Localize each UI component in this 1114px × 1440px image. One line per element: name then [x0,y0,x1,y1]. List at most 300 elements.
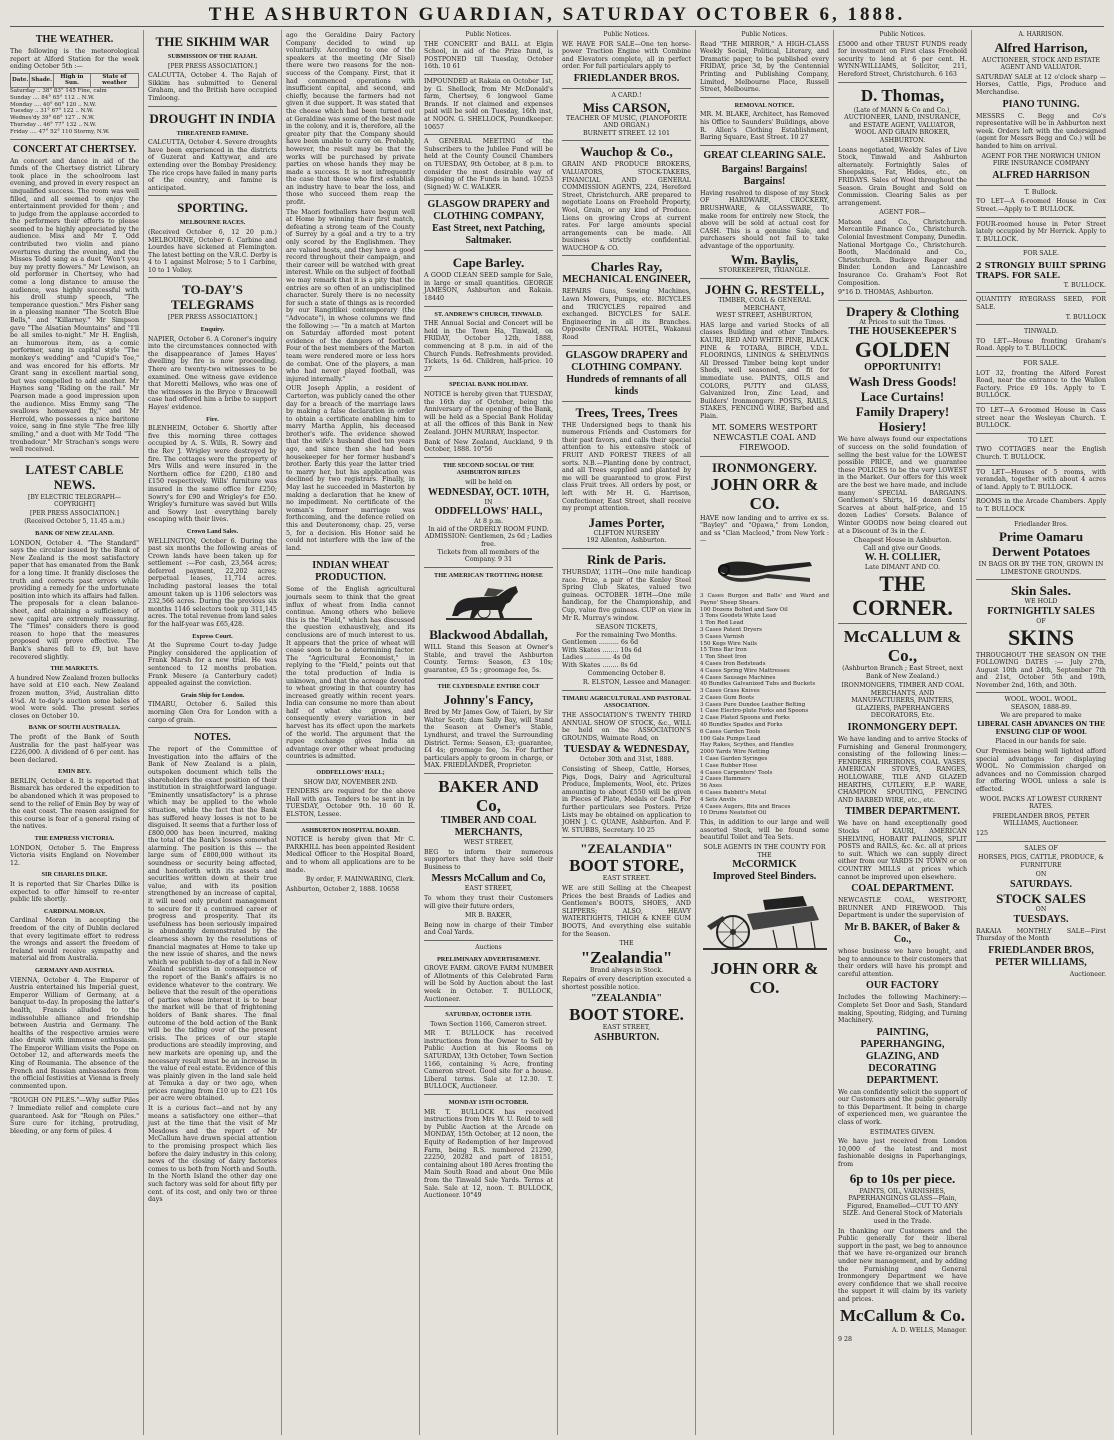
season-label: SEASON, 1888-89. [1010,704,1072,712]
corner-heading: THE CORNER. [852,570,953,620]
mccormick-label: McCORMICK [732,859,797,871]
rakaia-text: RAKAIA MONTHLY SALE—First Thursday of the Month [976,927,1106,943]
paint-list: PAINTS, OIL, VARNISHES, PAPERHANGINGS GLASS—Plain, Figured, Enamelled—CUT TO ANY SIZE. And General Stock of Materials used in the Trade. [842,1187,963,1225]
markets-heading: THE MARKETS. [50,665,99,673]
friedlander-heading: Friedlander Bros. [1014,520,1068,528]
restell-address: WEST STREET, ASHBURTON, [716,312,813,320]
factory-text: Includes the following Machinery:— Complete Set Door and Sash, Standard making, Spouting, Ridging, and Turning Machinery. [838,994,967,1025]
monday-text: MR T. BULLOCK has received instructions from Mrs W. U. Reid to sell by Public Auction at the Arcade on MONDAY, 15th October, at 12 noon, the Equity of Redemption of her Improved Farm, being R.S. numbered 21290, 22250, 20282 and part of 18151, containing about 180 Acres fronting the Main South Road and about One Mile from the Tinwald Sale Yards. Terms at Sale. Sale at 12, noon. T. BULLOCK, Auctioneer. 10°49 [424,1108,553,1200]
orr-text: HAVE now landing and to arrive ex ss. "Bayley" and "Opawa," from London, and ss "Clan Macleod," from New York :— [700,514,829,545]
baker-text2: To whom they trust their Customers will give their future orders, [424,894,553,910]
horse-text: WILL Stand this Season at Owner's Stable, and travel the Ashburton County. Terms: Season, £3 10s; guarantee, £5 5s ; groomage fee, 5s. [424,644,553,675]
weather-row: Saturday .. 38° 83° 145 Fine, calm [10,87,107,94]
column-3 [282,30,420,1435]
friedlander-footer: FRIEDLANDER BROS, [988,944,1094,956]
rink-tickets-sub: For the remaining Two Months. [575,631,678,639]
agents-label: SOLE AGENTS IN THE COUNTY FOR THE [703,844,826,859]
public-notices-heading: Public Notices. [603,31,650,38]
list-item: 56 Axes [700,783,722,790]
list-item: 1 Ton Sheet Iron [700,654,747,661]
boot-store-heading: BOOT STORE, [569,856,684,876]
wauchop-name: Wauchop & Co., [580,144,673,160]
markets-text: A hundred New Zealand frozen bullocks have sold at £10 each. New Zealand frozen mutton, 3¾d, Australian ditto 4¼d. At to-day's auction some bales of wool were sold. The present series closes on October 10. [10,674,139,720]
for-sale-1-sig: T. BULLOCK. [1063,281,1106,289]
agent-text: Matson and Co., Christchurch. Mercantile Finance Co., Christchurch. Colonial Investment Company, Dunedin. National Mortgage Co., Christchurch. Booth, Macdonald and Co., Christchurch. Buckeye Reaper and Binder. London and Lancashire Insurance Co. Graham's Foot Rot Composition. [838,218,967,287]
for-sale-2-text: QUANTITY RYEGRASS SEED, FOR SALE. [976,296,1106,312]
baker-sub: TIMBER AND COAL [440,815,537,826]
skin-text: THROUGHOUT THE SEASON ON THE FOLLOWING DATES :— July 27th, August 10th and 24th, September 7th and 21st, October 5th and 19th, November 2nd, 16th, and 30th. [976,651,1106,689]
call-label: Call and give our Goods. [863,544,942,552]
harrison-footer: ALFRED HARRISON [992,169,1090,181]
boot-store-sub: EAST STREET. [602,875,651,883]
weather-intro: The following is the meteorological report at Alford Station for the week ending October 5th :— [10,48,139,71]
of-label: OF [1036,617,1046,625]
notes-text: The report of the Committee of Investigation into the affairs of the Bank of New Zealand is a plain, outspoken document which tells the shareholders the exact position of their institution in straightforward language. "Eminently unsatisfactory" is a phrase which may be applied to the whole situation, while the fact that the Bank has suffered heavy losses is not to be disguised. It seems that a further loss of £800,000 has been incurred, making the total of the Bank's losses somewhat alarming. The position is this — the large sum of £800,000 without its soundness or security being affected, and henceforth with its assets and securities written down at their true value, and with its position strengthened by an increase of capital, it will need only prudent management to secure for it a continued career of progress and prosperity. That its usefulness has been seriously impaired is abundantly demonstrated by the clearness shown by the resolutions of financial magnates at Home to take up the new issue of shares, and the news which we publish to-day of a fall in New Zealand securities in consequence of the report of the Bank's affairs is no evidence whatever to the contrary. We believe that the result of the operations of parties whose interest it is to bear the market will be that of frightening holders of Bank shares. The final outcome of the bold action of the Bank will be the tiding over of the present crisis. The prices of our staple productions are steadily improving, and new markets are opening up, and the necessary result must be an increase in the value of real estate. Evidence of this was plainly given in the land sale held at Temuka a day or two ago, when prices ranging from £10 up to £21 10s per acre were obtained. [148,746,278,1103]
weather-row: Wednes'dy 39° 68° 127 .. N.W. [10,115,95,122]
restell-name: JOHN G. RESTELL, [704,282,825,298]
grain-heading: Grain Ship for London. [180,691,245,699]
weather-heading: THE WEATHER. [35,34,114,45]
list-item: 40 Bundles Galvanized Tubs and Buckets [700,681,816,688]
family-heading: Family Drapery! [855,404,950,420]
church-heading: ST. ANDREW'S CHURCH, TINWALD. [434,310,543,318]
col8-number: 125 [976,829,989,837]
column-7 [834,30,972,1435]
hospital-heading: ASHBURTON HOSPITAL BOARD. [301,826,400,834]
porter-sub: CLIFTON NURSERY [593,529,660,537]
trotting-horse-illustration [444,582,534,624]
wool-heading: WOOL. WOOL. WOOL. [1004,696,1078,704]
harrison-top: A. HARRISON. [1018,31,1064,38]
sporting-sub: MELBOURNE RACES. [179,219,246,227]
germany-heading: GERMANY AND AUSTRIA. [34,966,114,974]
orr-name: JOHN ORR & CO. [710,474,819,513]
list-item: 4 Sets Anvils [700,796,737,803]
concert-heading: CONCERT AT CHERTSEY. [12,143,137,155]
rink-price: With Skates ........ 8s 6d [562,662,638,670]
friedlander-sig: FRIEDLANDER BROS, PETER WILLIAMS, Auctioneer. [992,812,1090,828]
bsa-text: The profit of the Bank of South Australia for the past half-year was £226,000. A dividend of 6 per cent. has been declared. [10,733,139,764]
hospital-date: Ashburton, October 2, 1888. 10658 [286,885,400,893]
cheapest-label: Cheapest House in Ashburton. [853,537,952,545]
wool-packs: WOOL PACKS AT LOWEST CURRENT RATES. [979,795,1103,811]
list-item: 10 Drums Neatsfoot Oil [700,810,767,817]
sales-of-label: SALES OF [1024,844,1058,852]
zealandia-heading: "ZEALANDIA" [580,841,673,857]
wauchop-text: GRAIN AND PRODUCE BROKERS, VALUATORS, STOCK-TAKERS, FINANCIAL AND GENERAL COMMISSION AGENTS, 224, Hereford Street, Christchurch. ARE prepared to negotiate Loans on Freehold Property, Wool, Grain, or any kind of Produce. Liens on growing Crops at current rates. For large amounts special arrangements can be made. All business strictly confidential. WAUCHOP & CO. [562,161,691,252]
list-item: 40 Bundles Spades and Forks [700,722,783,729]
orr-list [700,593,829,817]
wool-text: Our Premises being well lighted afford special advantages for displaying WOOL. No Commission charged on advances and no Commission charged for offering WOOL unless a sale is effected. [976,748,1106,793]
timaru-date2: October 30th and 31st, 1888. [579,756,674,764]
somers-coal-text: MT. SOMERS WESTPORT NEWCASTLE COAL AND FIREWOOD. [711,422,818,452]
weather-row: Thursday .. 46° 77° 132 .. N.W. [10,121,97,128]
harrison-name: Alfred Harrison, [994,39,1088,55]
bank-holiday-heading: SPECIAL BANK HOLIDAY. [449,381,528,389]
porter-address: 192 Allenton, Ashburton. [586,537,667,545]
mirror-text: Read "THE MIRROR," A HIGH-CLASS Weekly Social, Political, Literary, and Dramatic paper, to be published every FRIDAY, price 3d, by the Centennial Printing and Publishing Company, Limited, Melbourne Place, Russell Street, Melbourne. [700,40,829,94]
ironmongery-dept-text: We have landing and to arrive Stocks of Furnishing and General Ironmongery, consisting of the following lines:— FENDERS, FIREIRONS, COAL VASES, AMERICAN STOVES, RANGES, HOLLOWARE, TILE AND GLAZED HEARTHS, CUTLERY, E.P. WARE, CHAMPION SPOUTING, FENCING AND BARBED WIRE, etc., etc. [838,736,967,804]
saturday-heading: SATURDAY, OCTOBER 13TH. [445,1011,532,1019]
lace-heading: Lace Curtains! [860,389,945,405]
painting-heading: PAINTING, PAPERHANGING, GLAZING, AND DECORATING DEPARTMENT. [860,1026,945,1086]
emin-text: BERLIN, October 4. It is reported that Bismarck has ordered the expedition to be abandoned which it was proposed to send to the relief of Emin Bey by way of the east coast. The reason assigned for this course is fear of a general rising of the natives. [10,777,139,831]
column-6 [696,30,834,1435]
rough-on-piles-ad: "ROUGH ON PILES."—Why suffer Piles ? Immediate relief and complete cure guaranteed. Ask for "Rough on Piles." Sure cure for itching, protruding, bleeding, or any form of piles. 4 [10,1097,139,1135]
list-item: 2 Case Plated Spoons and Forks [700,715,790,722]
orr-footer: JOHN ORR & CO. [710,959,819,998]
hosiery-heading: Hosiery! [878,419,927,435]
list-item: 3 Tons Goodsts White Lead [700,613,776,620]
list-item: 4 Cases Iron Bedsteads [700,660,766,667]
list-item: 2000 Yards Wire Netting [700,749,770,756]
let-1: TO LET—A 6-roomed House in Cox Street.—Apply to T. BULLOCK. [976,198,1106,213]
enquiry-heading: Enquiry. [200,326,225,334]
baker-sub2: MERCHANTS, [454,827,523,838]
zealandia-brand: "Zealandia" [580,947,673,967]
trees-text: THE Undersigned begs to thank his numerous Friends and Customers for their past favors, and calls their special attention to his extensive stock of FRUIT AND FOREST TREES of all sorts. N.B.—Planting done by contract, and all Trees supplied and planted by me will be guaranteed to grow. First class Fruit trees. All orders by post, or left with Mr H. G. Harrison, Confectioner, East Street, shall receive my prompt attention. [562,421,691,513]
notes-tail: It is a curious fact—and not by any means a satisfactory one either—that just at the time that the visit of Mr Mesdows and the report of Mr McCallum have drawn special attention to the promising prospect which lies before the dairy industry in this colony, news of the closing of dairy factories comes to us both from North and South. In the North Island the other day one such factory was sold for about fifty per cent. of its cost, and only two or three days [148,1105,277,1204]
let-4: TWO COTTAGES near the English Church. T. BULLOCK. [976,446,1106,461]
sporting-heading: SPORTING. [177,200,248,216]
crown-heading: Crown Land Sales. [186,527,239,535]
rink-price: Ladies ............. 4s 0d [562,654,631,662]
baker-name: Mr B. BAKER, of Baker & Co., [844,921,961,945]
sikhim-heading: THE SIKHIM WAR [155,34,270,49]
for-sale-3-text: LOT 32, fronting the Alford Forest Road, near the entrance to the Wallon Factory. Price £9 10s. Apply to T. BULLOCK. [976,369,1106,400]
list-item: 6 Cases Garden Tools [700,728,761,735]
sheep-shears-illustration [710,548,820,590]
list-item: 6 Cases Babbitt's Metal [700,790,767,797]
johnny-name: Johnny's Fancy, [443,692,534,708]
tinwald-heading: TINWALD. [1024,328,1058,336]
mccallum-footer: McCallum & Co. [839,1305,966,1325]
saturday-text: MR T. BULLOCK has received instructions from the Owner to Sell by Public Auction at his Rooms on SATURDAY, 13th October, Town Section 1166, containing ¼ Acre, fronting Cameron street. Good site for a house. Liberal terms. Sale at 12.30. T. BULLOCK, Auctioneer. [424,1030,553,1091]
cable-heading: LATEST CABLE NEWS. [25,461,124,492]
oddfellows-heading: ODDFELLOWS' HALL; [316,769,385,777]
golden-heading: GOLDEN [854,337,951,363]
carson-text: TEACHER OF MUSIC, (PIANOFORTE AND ORGAN.) [565,114,688,130]
fire-heading: Fire. [206,415,219,423]
dilke-text: It is reported that Sir Charles Dilke is expected to offer himself to re-enter public life shortly. [10,881,139,904]
list-item: 1 Case Garden Syringes [700,756,768,763]
baker-buyer: Messrs McCallum and Co, [431,873,546,885]
lend-text: £5000 and other TRUST FUNDS ready for investment on First class Freehold security to lend at 6 per cent. H. WYNN-WILLIAMS, Solicitor, 211, Hereford Street, Christchurch. 6 163 [838,40,967,78]
baker-text3: Being now in charge of their Timber and Coal Yards. [424,921,553,937]
thanks-text: In thanking our Customers and the Public generally for their liberal support in the past, we beg to announce that we have re-organized our branch under new management, and by adding the Furnishing and General Ironmongery Department we have every confidence that we shall receive the support it will claim by its variety and prices. [838,1227,967,1303]
binder-machine-illustration [703,886,827,956]
rifles-heading: THE SECOND SOCIAL OF THE ASHBURTON RIFLES [442,461,535,477]
let-6: ROOMS in the Arcade Chambers. Apply to T. BULLOCK [976,498,1106,513]
thomas-text: Loans negotiated, Weekly Sales of Live Stock, Tinwald and Ashburton alternately. Fortnightly Sales of Sheepskins, Fat, Hides, etc., on FRIDAYS. Sales of Wool throughout the Season. Grain Bought and Sold on Commission. Clearing Sales as per arrangement. [838,146,967,207]
the-label: THE [619,940,634,948]
let-2: FOUR-roomed house in Peter Street lately occupied by Mr Herrick. Apply to T. BULLOCK. [976,220,1106,243]
drapery-heading: Drapery & Clothing [846,303,959,319]
drought-text: CALCUTTA, October 4. Severe droughts have been experienced in the districts of Guzerat and Kattywar, and are extending over the Bombay Presidency. The rice crops have failed in many parts of the country, and famine is anticipated. [148,139,277,192]
ray-name: Charles Ray, [590,259,663,275]
saturdays-heading: SATURDAYS. [1010,878,1072,890]
cable-sub: [BY ELECTRIC TELEGRAPH—COPYRIGHT] [28,493,121,509]
wells-signature: A. D. WELLS, Manager. [892,1326,967,1334]
johnny-heading: THE CLYDESDALE ENTIRE COLT [437,682,540,690]
for-sale-3-heading: FOR SALE. [1023,360,1059,368]
estimates-label: ESTIMATES GIVEN. [869,1128,936,1136]
list-item: 1 Ton Red Lead [700,620,744,627]
emin-heading: EMIN BEY. [58,768,91,776]
rifles-text: will be held on [465,478,512,486]
cable-sub2: [PER PRESS ASSOCIATION.] [30,509,119,517]
derwent-sub: IN BAGS OR BY THE TON, GROWN IN LIMESTONE GROUNDS. [978,561,1104,576]
bargains-banner: Bargains! Bargains! Bargains! [721,163,808,187]
rifles-tickets: Tickets from all members of the Company. 9 31 [437,548,540,564]
grove-farm-text: GROVE FARM. GROVE FARM NUMBER of Allotments of this Celebrated Farm will be Sold by Auction about the last week in October. T. BULLOCK, Auctioneer. [424,965,553,1003]
wx-col-shade: Shade. [30,73,54,87]
rifles-aid: In aid of the ORDERLY ROOM FUND. [428,525,549,533]
boot-store-text: WE are still Selling at the Cheapest Prices the best Brands of Ladies and Gentlemen's BOOTS, SHOES, AND SLIPPERS; ALSO, HEAVY WATERTIGHTS, THIGH & KNEE GUM BOOTS, And everything else suitable for the Season. [562,884,691,938]
concert-notice: THE CONCERT and BALL at Elgin School, in aid of the Prize fund, is POSTPONED till Tuesday, October 16th. 10 61 [424,40,553,71]
bsa-heading: BANK OF SOUTH AUSTRALIA. [28,724,121,732]
mccallum-sub: IRONMONGERS, TIMBER AND COAL MERCHANTS, AND MANUFACTURERS, PAINTERS, GLAZIERS, PAPERHANGERS DECORATORS, Etc. [841,682,964,720]
wx-col-state: State of weather [90,73,138,87]
zealandia-heading-2: "ZEALANDIA" [590,993,663,1005]
factory-heading: OUR FACTORY [866,980,939,992]
wheat-text: Some of the English agricultural journals seem to think that the great influx of wheat from India cannot continue. Among others who believe this is the "Field," which has discussed the question exhaustively, and its conclusions are of much interest to us. It appears that the price of wheat will cease soon to be a determining factor. The "Agricultural Economist," in replying to the "Field," points out that the total production of India is unknown, and that the acreage devoted to wheat growing in that country has increased greatly within recent years. India can consume no more than about half of what she grows, and consequently every variation in her harvest has its effect upon the markets of the world. The argument that the rupee exchange gives India an advantage over other wheat producing countries is admitted. [286,586,415,761]
column-8 [972,30,1110,1435]
housekeeper-heading: THE HOUSEKEEPER'S [848,326,957,338]
glasgow2-heading: GLASGOW DRAPERY and CLOTHING COMPANY. Hundreds of remnants of all kinds [565,349,688,397]
let-5: TO LET—Houses of 5 rooms, with verandah, together with about 4 acres of land. Apply to T. BULLOCK. [976,468,1106,491]
auctions-heading: Auctions [475,943,502,951]
baker-text: BEG to inform their numerous supporters that they have sold their Business to [424,848,553,871]
rink-price: With Skates ........ 10s 6d [562,646,642,654]
placed-label: Placed in our hands for sale. [995,738,1087,746]
norwich-agent: AGENT FOR THE NORWICH UNION FIRE INSURANCE COMPANY [981,152,1101,168]
list-item: 100 Gals Pumps Lead [700,735,761,742]
express-text: At the Supreme Court to-day Judge Pingley considered the application of Frank Marsh for a new trial. He was sentenced to 12 months probation. Frank Mesere (a Canterbury cadet) appealed against the conviction. [148,642,277,688]
bank-text: LONDON, October 4. "The Standard" says the circular issued by the Bank of New Zealand is the most satisfactory paper that has emanated from the Bank for a long time. It frankly discloses the truth and corrects past errors while providing a remedy for the unfortunate position into which its affairs had fallen. The proposals for a clean balance-sheet, and obtaining a sufficiency of new capital are extremely reassuring. The "Times" considers there is good reason to hope that the measures proposed will prove effective. The Bank's shares fell to £9, but have recovered slightly. [10,539,139,661]
timber-dept-text: We have on hand exceptionally good Stocks of KAURI, AMERICAN SHELVING, HOBART PALINGS, SPLIT POSTS and RAILS, &c. &c. all at prices to suit. Which we can supply direct either from our YARDS IN TOWN or on COUNTRY MILLS at prices which cannot be improved upon elsewhere. [838,820,967,881]
monday-heading: MONDAY 15TH OCTOBER. [448,1099,529,1107]
fire-text: BLENHEIM, October 6. Shortly after five this morning three cottages occupied by A. S. Wills, R. Sowry and the Rev J. Wrigley were destroyed by fire. The cottages were the property of Mrs Wills and were insured in the Northern office for £200, £180 and £150 respectively. Wills' furniture was insured in the same office for £250; Sowry's for £90 and Wrigley's for £50. Wrigley's furniture was saved but Wills and Sowry lost everything barely escaping with their lives. [148,425,277,524]
tuesdays-heading: TUESDAYS. [1013,913,1069,925]
weather-row: Friday .... 47° 52° 110 Stormy, N.W. [10,128,110,135]
prime-heading: Prime Oamaru [998,529,1084,545]
list-item: 3 Cases Patent Dryers [700,626,762,633]
grain-text: TIMARU, October 6. Sailed this morning Glen Ora for London with a cargo of grain. [148,701,277,724]
piano-heading: PIANO TUNING. [1002,98,1080,110]
restell-sub: TIMBER, COAL & GENERAL MERCHANT, [718,297,811,312]
list-item: 2 Cases Gum Boots [700,694,754,701]
public-notices-heading: Public Notices. [741,31,788,38]
rink-signature: R. ELSTON, Lessee and Manager. [582,679,691,687]
skin-sales-heading: Skin Sales. [1011,583,1071,599]
rifles-admission: ADMISSION: Gentlemen, 2s 6d ; Ladies free. [424,533,553,548]
general-meeting-notice: A GENERAL MEETING of the Subscribers to the Jubilee Fund will be held at the County Council Chambers on TUESDAY, 9th October, at 8 p.m. to consider the most desirable way of disposing of the Funds in hand. 10253 (Signed) W. C. WALKER. [424,138,553,191]
on-label-2: ON [1035,905,1047,913]
drought-sub: THREATENED FAMINE. [176,129,249,137]
sporting-text: (Received October 6, 12 20 p.m.) MELBOURNE, October 6. Carbine and Lourdes have sickened at Flemington. The latest betting on the V.R.C. Derby is 4 to 1 against Melrose; 5 to 1 Carbine, 10 to 1 Volley. [148,228,277,274]
rink-commencing: Commencing October 8. [587,669,666,677]
list-item: Hay Rakes, Scythes, and Handles [700,742,794,749]
for-sale-1-text: 2 STRONGLY BUILT SPRING TRAPS. FOR SALE. [976,259,1106,280]
clearing-text: Having resolved to dispose of my Stock OF HARDWARE, CROCKERY, BRUSHWARE, & GLASSWARE, To make room for entirely new Stock, the above will be sold at actual cost for CASH. This is a genuine Sale, and purchasers should not fail to take advantage of the opportunity. [700,189,829,250]
empress-text: LONDON, October 5. The Empress Victoria visits England on November 12. [10,844,139,867]
wash-heading: Wash Dress Goods! [848,374,957,390]
ray-text: REPAIRS Guns, Sewing Machines, Lawn Mowers, Pumps, etc. BICYCLES and TRICYCLES repaired and exchanged. BICYCLES for SALE. Engineering in all its Branches. Opposite CENTRAL HOTEL, Wakanui Road [562,288,691,342]
dairy-text: ago the Geraldine Dairy Factory Company decided to wind up voluntarily. According to one of the speakers at the meeting (Mr Sisel) there were two reasons for the non-success of the Company. First, that it had commenced operations with insufficient capital, and second, and chiefly, because the farmers had not given it due support. It was stated that the cheese which had been turned out at Geraldine was some of the best made in the colony, and it is, therefore, all the greater pity that the Company should have been unable to carry on. Probably, however, the result may be that the works will be purchased by private parties on whose hands they may be made a success. It is not infrequently the case that those who first establish an industry have to bear the loss, and those who succeed them reap the profit. [286,32,415,207]
list-item: 4 Cases Sausage Machines [700,674,776,681]
restell-text: HAS large and varied Stocks of all classes Building and other Timbers. KAURI, RED AND WHITE PINE, BLACK PINE & TOTARA, BIRCH, V.D.L. FLOORINGS, LININGS & SHELVINGS All Dressed Timber being kept under Sheds, well seasoned, and fit for immediate use. PAINTS, OILS and COLORS, PUTTY and GLASS, Galvanized Iron, Zinc Lead, and Builders' Ironmongery. POSTS, RAILS, STAKES, FENCING WIRE, Barbed and Plain. [700,321,829,420]
bank-holiday-sig: Bank of New Zealand, Auckland, 9 th October, 1888. 10°56 [424,438,553,454]
list-item: 150 Kegs Wire Nails [700,640,757,647]
friedlander-name: FRIEDLANDER BROS. [573,72,680,84]
timaru-heading: TIMARU AGRICULTURAL AND PASTORAL ASSOCIATION. [562,694,691,710]
rink-price: Gentlemen .......... 6s 6d [562,639,639,647]
rifles-in: IN [484,498,493,506]
collier-name: W. H. COLLIER, [864,552,941,564]
list-item: 1 Case Rubber Hose [700,762,758,769]
zealandia-repairs: Repairs of every description executed a shortest possible notice. [562,976,691,991]
ironmongery-heading: IRONMONGERY. [712,459,817,475]
weather-row: Monday .... 40° 60° 120 .. N.W. [10,101,97,108]
football-text: The Maori footballers have begun well at Home by winning their first match, defeating a strong team of the County of Surrey by a goal and a try to a try only scored by the Englishmen. They are valued hosts, and they have a good record throughout their campaign, and their career will be watched with great interest. While on the subject of football we may remark that it is a pity that the entries are so often of an undisciplined character. Surely there is no necessity for such a state of things as is recorded by our Rangitikei contemporary (the "Advocate"), in whose columns we find the following :— "In a match at Marton on Saturday afforded most potent evidence of the dangers of football. Four of the best members of the Marton team were rendered more or less hors de combat. One of the players, a man who had never played football, was injured internally." [286,208,415,383]
thomas-name: D. Thomas, [860,85,945,105]
baylis-name: Wm. Baylis, [730,252,799,268]
on-label: ON [1035,871,1047,879]
boot-store-address: EAST STREET, [602,1024,651,1032]
timaru-text2: Consisting of Sheep, Cattle, Horses, Pigs, Dogs, Dairy and Agricultural Produce, Implements, Wool, etc. Prizes amounting to about £550 will be given in Pieces of Plate, Medals or Cash. For further particulars see Posters. Prize Lists may be obtained on application to JOHN J. C. QUANE, Ashburton. And F. W. STUBBS, Secretary. 10 25 [562,766,691,834]
wx-col-date: Date. [11,73,30,87]
wx-col-sun: High in Sun. [54,73,91,87]
for-sale-2-sig: T. BULLOCK [1065,313,1106,321]
to-let-heading: TO LET. [1028,436,1054,444]
bank-holiday-text: NOTICE is hereby given that TUESDAY, the 16th day of October, being the Anniversary of the opening of the Bank, will be held as a Special Bank Holiday at all the offices of this Bank in New Zealand. JOHN MURRAY, Inspector. [424,391,553,436]
clearing-heading: GREAT CLEARING SALE. [703,149,826,161]
wheat-heading: INDIAN WHEAT PRODUCTION. [312,560,389,584]
column-1 [6,30,144,1435]
harrison-sub: AUCTIONEER, STOCK AND ESTATE AGENT AND VALUATOR. [981,56,1101,72]
rink-heading: Rink de Paris. [586,551,667,567]
glasgow-heading: GLASGOW DRAPERY and CLOTHING COMPANY, East Street, next Patching, Saltmaker. [427,199,550,247]
removal-heading: REMOVAL NOTICE. [734,101,795,109]
thomas-sub: (Late of MANN & Co and Co.), AUCTIONEER, LAND, INSURANCE, and ESTATE AGENT, VALUATOR, WOOL AND GRAIN BROKER, ASHBURTON. [844,106,961,144]
masthead: THE ASHBURTON GUARDIAN, SATURDAY OCTOBER 6, 1888. [10,4,1104,27]
rifles-time: At 8 p.m. [474,518,503,526]
agent-heading: AGENT FOR— [879,209,926,217]
list-item: 4 Cases Carpenters' Tools [700,769,773,776]
barley-heading: Cape Barley. [452,255,525,271]
baylis-address: STOREKEEPER, TRIANGLE. [718,267,811,275]
moran-text: Cardinal Moran in accepting the freedom of the city of Dublin declared that every legitimate effort to redress the wrongs and assert the freedom of Ireland would receive sympathy and material aid from Australia. [10,917,139,963]
list-item: 100 Dozens Bolted and Saw Oil [700,606,788,613]
weather-rows [10,88,139,136]
mccallum-heading: McCALLUM & Co., [843,626,962,665]
list-item: 3 Cases Grass Knives [700,688,760,695]
timber-dept-heading: TIMBER DEPARTMENT. [845,806,960,818]
baker-sig: MR B. BAKER, [464,912,513,920]
weather-row: Tuesday .. 31° 67° 122 .. N.W. [10,108,94,115]
crown-text: WELLINGTON, October 6. During the past six months the following areas of Crown lands have been taken up for settlement :—For cash, 23,564 acres; deferred payment, 22,202 acres; perpetual leases, 11,714 acres. Including pastoral leases the total amount taken up is 1106 selectors was 232,566 acres. During the previous six months 1146 selectors took up 311,145 acres. The total revenue from land sales for the half-year was £65,428. [148,537,277,629]
dilke-heading: SIR CHARLES DILKE. [41,871,108,879]
friedlander-text: WE HAVE FOR SALE—One ten horse-power Traction Engine with Combine and Elevators complete, all in perfect order. For full particulars apply to [562,40,691,71]
fortnightly-label: FORTNIGHTLY SALES [987,605,1095,617]
sikhim-sub: SUBMISSION OF THE RAJAH. [167,53,258,60]
bullock-heading: T. Bullock. [1024,188,1058,196]
rifles-hall: ODDFELLOWS' HALL, [434,506,543,518]
oddfellows-sub: SHOW DAY, NOVEMBER 2ND. [303,778,398,786]
zealandia-brand-stock: Brand always in Stock. [589,966,664,974]
sikhim-text: CALCUTTA, October 4. The Rajah of Sikkim has submitted to General Graham, and the British have occupied Timloong. [148,72,277,102]
rink-text: THURSDAY, 11TH—One mile handicap race. Prize, a pair of the Kenley Steel Spring Club Skates, valued two guineas. OCTOBER 18TH—One mile handicap, for the Championship, and Cup, value five guineas. CUP on view in Mr R. Murray's window. [562,568,691,622]
oddfellows-text: TENDERS are required for the above Hall with gas. Tenders to be sent in by TUESDAY, October 9th. 10 60 R. ELSTON, Lessee. [286,788,415,818]
applin-text: OUR Joseph Applin, a resident of Carterton, was publicly caned the other day for a breach of the marriage laws by making a false declaration in order to obtain a certificate enabling him to marry Martha Applin, his deceased brother's wife. The evidence showed that the wife's husband died ten years ago, and since then she had been housekeeper for her former husband's brother. Early this year the latter tried to marry her, but his application was declined by two registrars. Finally, in May last he succeeded in Masterton by making a declaration that he knew of no impediment. No certificate of the woman's former marriage was forthcoming, and the defence relied on this and Deuteronomy, chap. 25, verse 5, for a decision. His Honor said he could not interfere with the law of the land. [286,385,415,552]
orr-tail: This, in addition to our large and well assorted Stock, will be found some beautiful Toilet and Tea Sets. [700,819,829,842]
auctioneer-label: Auctioneer. [1069,970,1106,978]
cable-received: (Received October 5, 11.45 a.m.) [24,518,125,526]
stock-sales-heading: STOCK SALES [996,890,1086,906]
empress-heading: THE EMPRESS VICTORIA. [34,835,115,843]
tinwald-text: TO LET—House fronting Graham's Road. Apply to T. BULLOCK. [976,337,1106,353]
weather-row: Sunday .... 84° 65° 112 .. N.W. [10,94,95,101]
baker-street: WEST STREET, [463,839,514,846]
peter-williams: PETER WILLIAMS, [995,956,1087,968]
sikhim-pa: [PER PRESS ASSOCIATION.] [168,62,257,70]
johnny-text: Bred by Mr James Gow, of Taieri, by Sir Walter Scott; dam Sally Bay, will Stand the Season at Owner's Stable, Lyndhurst, and travel the Surrounding District. Terms: Season, £3; guarantee, £4 4s; groomage fee, 5s. For further particulars apply to groom in charge, or MAX. FRIEDLANDER, Proprietor. [424,709,553,770]
enquiry-text: NAPIER, October 6. A Coroner's inquiry into the circumstances connected with the disappearance of James Hayes' dwelling by fire is now proceeding. There are twenty-two witnesses to be examined. One witness gave evidence that Moretti Mellows, who was one of the witnesses in the Bryce v Bracewell case had offered him a bribe to support Hayes' evidence. [148,335,277,411]
horse-name: Blackwood Abdallah, [429,627,548,643]
for-sale-1-heading: FOR SALE. [1023,250,1059,258]
coal-dept-text: NEWCASTLE COAL, WESTPORT, BRUNNER AND FIREWOOD. This Department is under the supervision of [838,897,967,920]
ray-sub: MECHANICAL ENGINEER, [562,274,691,286]
painting-text: We can confidently solicit the support of our Customers and the public generally to this Department. It being in charge of experienced men, we guarantee the class of work. [838,1088,967,1127]
weather-table [10,73,139,88]
drapery-sub: At Prices to suit the Times. [859,318,946,326]
porter-name: James Porter, [588,514,665,530]
horse-heading: THE AMERICAN TROTTING HORSE [434,571,543,579]
sales-sub: HORSES, PIGS, CATTLE, PRODUCE, & FURNITURE [977,854,1105,869]
collier-sub: Late DIMANT AND CO. [864,564,941,572]
telegrams-heading: TO-DAY'S TELEGRAMS [170,282,255,313]
derwent-heading: Derwent Potatoes [992,544,1090,560]
thomas-sig: 9°16 D. THOMAS, Ashburton. [838,289,934,297]
paper-text: We have just received from London 10,000 of the latest and most fashionable designs in Paperhangings, from [838,1138,967,1169]
removal-text: MR. M. BLAKE, Architect, has Removed his Office to Saunders' Buildings, above R. Allen's Clothing Establishment, Baring Square, East Street. 10 27 [700,111,829,142]
let-3: TO LET—A 6-roomed House in Cass street near the Wesleyan Church. T. BULLOCK. [976,407,1106,430]
list-item: 4 Cases Augers, Bits and Braces [700,803,791,810]
concert-text: An concert and dance in aid of the funds of the Chertsey district Library took place in the schoolroom last evening, and proved in every respect an unqualified success. The room was well filled, and all seemed to enjoy the entertainment provided for them ; and to judge from the applause accorded to the performers their efforts to please seemed to be highly appreciated by the audience. Miss and Mr T. Odd contributed two violin and piano overtures during the evening, and the Misses Todd sang as a duet "Won't you buy my pretty flowers." Mr Lewison, an old performer in Chertsey, who had come a long distance to amuse the audience, was highly successful with his droll stump speech, "The temperance question." Mrs Fisher sang in a pleasing manner "The Scotch Blue Bells," and "Killarney." Mr Simpson gave "The Alsatian Mountains" and "I'll be all smiles to-night." Mr H. English, an humorous item, as a comic performer, sang in capital style "The monkey's wedding" and "Cupid's Toe," and was encored for his efforts. Mr Grant sang in excellent martial song, but was compelled to add another. Mr Haynes sang "Riding on the rail." Mr Pearson made a good impression upon the audience. Miss Emmy sang "The swallows homeward fly," and Mr Herrold, who possesses a nice baritone voice, sang in fine style "The free lilly smiling," and a duet with Mr Todd "The troubadour." Mr Strachan's songs were well received. [10,157,139,454]
list-item: 3 Cases Burgon and Balls' and Ward and Payne' Sheep Shears. [700,592,829,606]
drapery-text: We have always found our expectations of success on the solid foundation of selling the best value for the LOWEST possible PRICE, and we guarantee these POLICES to be the very LOWEST in the Market. Our offers for this week are the best we have made, and include many SPECIAL BARGAINS. Gentlemen's Shirts, 16 dozen Gents' Scarves at about half-price, and 15 dozen Ladies' Corsets. Balance of Winter GOODS now being cleared out at a Discount of 3s in the £. [838,436,967,535]
liberal-advances: LIBERAL CASH ADVANCES ON THE ENSUING CLIP OF WOOL [977,721,1105,736]
boot-store-heading-2: BOOT STORE. [569,1005,684,1025]
germany-text: VIENNA, October 4. The Emperor of Austria entertained his Imperial guest, Emperor William of Germany, at a banquet to-day. In proposing the latter's health, Francis alluded to the indissoluble alliance and friendship between Austria and Germany. The healths of the respective armies were also drunk with immense enthusiasm. The Emperor William visits the Pope on October 12, and afterwards meets the King of Roumania. The absence of the French and Russian ambassadors from the official festivities at Vienna is freely commented upon. [10,976,139,1090]
sale-text: SATURDAY SALE at 12 o'clock sharp —Horses, Cattle, Pigs, Produce and Merchandise. [976,73,1106,96]
list-item: 5 Cases Varnish [700,633,745,640]
column-4 [420,30,558,1435]
baker-east: EAST STREET, [464,885,513,893]
column-2 [144,30,282,1435]
timaru-text: THE ASSOCIATION'S TWENTY THIRD ANNUAL SHOW OF STOCK, &c., WILL be held on the ASSOCIATION'S GROUNDS, Waimate Road, on [562,712,691,742]
bank-heading: BANK OF NEW ZEALAND. [35,530,114,538]
hospital-signature: By order, F. MAINWARING, Clerk. [305,876,415,884]
coal-dept-heading: COAL DEPARTMENT. [851,883,954,895]
prepared-label: We are prepared to make [1000,711,1082,719]
public-notices-heading: Public Notices. [879,31,926,38]
public-notices-heading: Public Notices. [465,31,512,38]
hospital-text: NOTICE is hereby given that Mr C. PARKHILL has been appointed Resident Medical Officer to the Hospital Board, and to whom all applications are to be made. [286,836,415,874]
ironmongery-dept-heading: IRONMONGERY DEPT. [847,722,958,734]
baker-text: whose business we have bought, and beg to announce to their customers that their orders will have his prompt and careful attention. [838,947,967,978]
